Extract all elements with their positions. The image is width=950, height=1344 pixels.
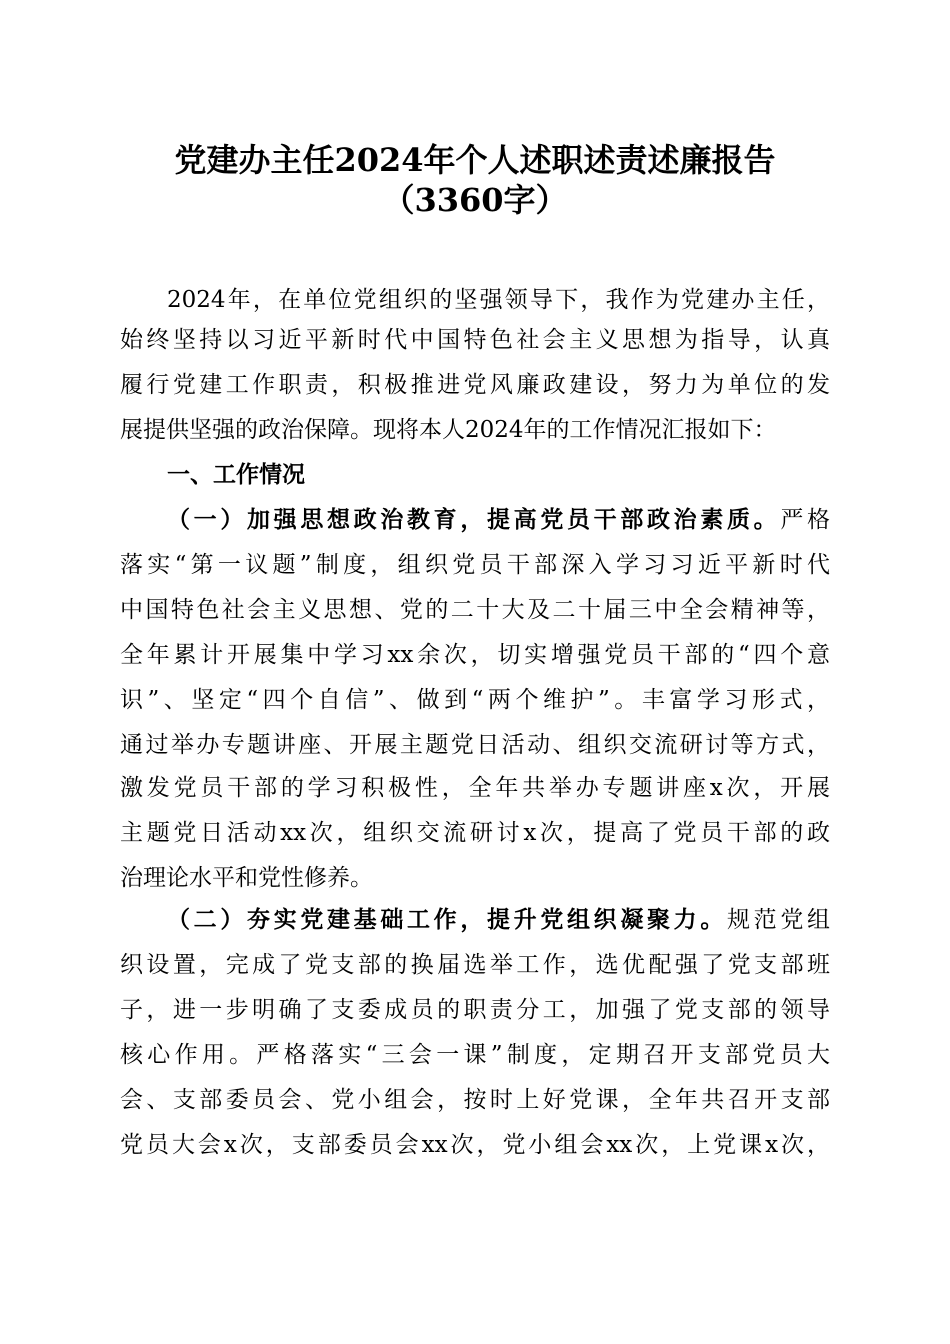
paragraph-1-first-line <box>167 505 830 535</box>
intro-line: 2024年，在单位党组织的坚强领导下，我作为党建办主任， <box>167 287 830 313</box>
paragraph-2-text: 规范党组 <box>727 907 831 933</box>
paragraph-1-line: 中国特色社会主义思想、党的二十大及二十届三中全会精神等， <box>120 597 830 623</box>
intro-line: 展提供坚强的政治保障。现将本人2024年的工作情况汇报如下： <box>120 417 777 443</box>
paragraph-1-line: 落实“第一议题”制度，组织党员干部深入学习习近平新时代 <box>120 552 830 578</box>
paragraph-1-line: 通过举办专题讲座、开展主题党日活动、组织交流研讨等方式， <box>120 732 830 758</box>
document-subtitle-wordcount: （3360字） <box>382 181 568 219</box>
paragraph-2-lead: （二）夯实党建基础工作，提升党组织凝聚力。 <box>167 906 727 933</box>
intro-line: 始终坚持以习近平新时代中国特色社会主义思想为指导，认真 <box>120 327 830 353</box>
paragraph-1-line: 识”、坚定“四个自信”、做到“两个维护”。丰富学习形式， <box>120 687 830 713</box>
intro-line: 履行党建工作职责，积极推进党风廉政建设，努力为单位的发 <box>120 372 830 398</box>
paragraph-1-line: 激发党员干部的学习积极性，全年共举办专题讲座x次，开展 <box>120 775 830 801</box>
paragraph-1-line: 治理论水平和党性修养。 <box>120 865 373 891</box>
paragraph-2-line: 会、支部委员会、党小组会，按时上好党课，全年共召开支部 <box>120 1087 830 1113</box>
paragraph-2-line: 织设置，完成了党支部的换届选举工作，选优配强了党支部班 <box>120 952 830 978</box>
paragraph-1-lead: （一）加强思想政治教育，提高党员干部政治素质。 <box>167 506 781 533</box>
paragraph-1-line: 主题党日活动xx次，组织交流研讨x次，提高了党员干部的政 <box>120 820 830 846</box>
paragraph-2-first-line <box>167 905 830 935</box>
paragraph-2-line: 核心作用。严格落实“三会一课”制度，定期召开支部党员大 <box>120 1042 830 1068</box>
paragraph-1-line: 全年累计开展集中学习xx余次，切实增强党员干部的“四个意 <box>120 642 830 668</box>
document-title: 党建办主任2024年个人述职述责述廉报告 <box>174 141 776 179</box>
paragraph-2-line: 子，进一步明确了支委成员的职责分工，加强了党支部的领导 <box>120 997 830 1023</box>
paragraph-2-line: 党员大会x次，支部委员会xx次，党小组会xx次，上党课x次， <box>120 1132 830 1158</box>
section-heading: 一、工作情况 <box>167 462 305 488</box>
paragraph-1-text: 严格 <box>780 507 831 533</box>
